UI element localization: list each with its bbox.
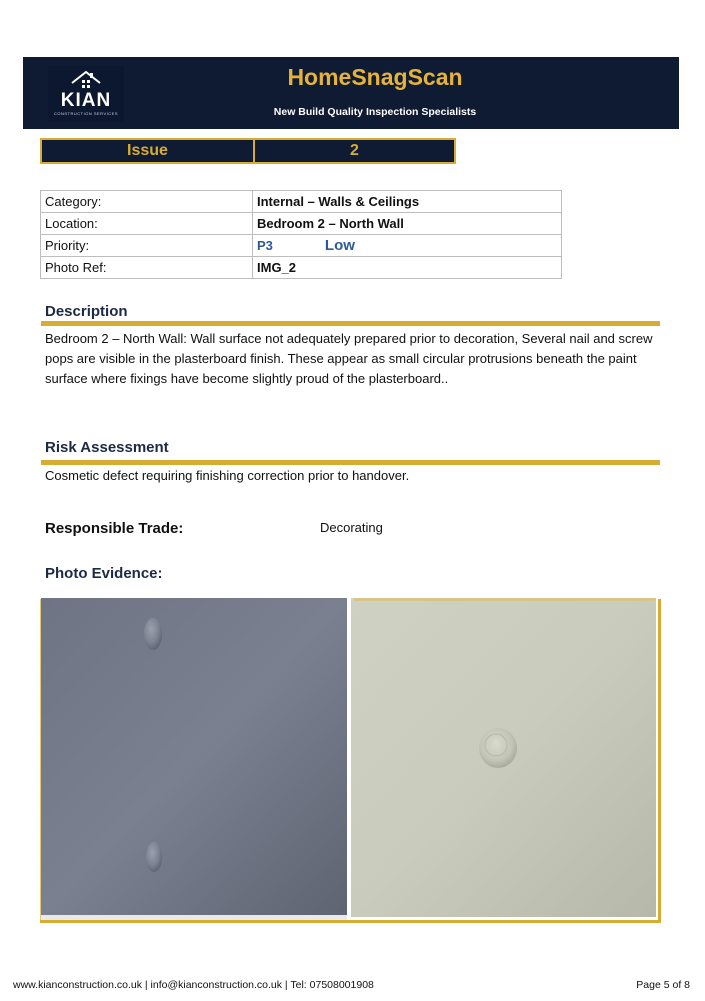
table-row: [41, 235, 562, 257]
logo-subtitle: CONSTRUCTION SERVICES: [54, 111, 118, 116]
photo-nail-pop-textured-wall: [351, 598, 656, 917]
issue-label: Issue: [127, 142, 168, 159]
footer-contact: www.kianconstruction.co.uk | info@kianconstruction.co.uk | Tel: 07508001908: [13, 979, 374, 991]
issue-number: 2: [350, 142, 359, 159]
category-value: Internal – Walls & Ceilings: [253, 191, 562, 213]
issue-bar: [40, 138, 456, 164]
priority-label: Priority:: [41, 235, 253, 257]
responsible-trade-label: Responsible Trade:: [45, 520, 184, 537]
location-value: Bedroom 2 – North Wall: [253, 213, 562, 235]
photo-ref-value: IMG_2: [253, 257, 562, 279]
category-label: Category:: [41, 191, 253, 213]
house-icon: [70, 70, 102, 92]
location-label: Location:: [41, 213, 253, 235]
risk-heading: Risk Assessment: [45, 439, 169, 456]
photo-ref-label: Photo Ref:: [41, 257, 253, 279]
description-text: Bedroom 2 – North Wall: Wall surface not adequately prepared prior to decoration, Several nail and screw pops are visible in the plasterboard finish. These appear as small circular protrusions beneath the paint surface where fixings have become slightly proud of the plasterboard..: [45, 331, 653, 386]
logo-name: KIAN: [60, 90, 112, 111]
photo-frame-right: [658, 599, 661, 923]
description-heading: Description: [45, 303, 128, 320]
issue-details-table: [40, 190, 562, 279]
photo-nail-pops-grey-wall: [41, 598, 347, 915]
description-divider: [41, 321, 660, 326]
priority-level: Low: [324, 237, 355, 254]
table-row: [41, 191, 562, 213]
photo-evidence-heading: Photo Evidence:: [45, 565, 163, 582]
brand-title: HomeSnagScan: [287, 64, 463, 90]
table-row: [41, 257, 562, 279]
photo-frame-bottom: [40, 920, 661, 923]
brand-tagline: New Build Quality Inspection Specialists: [273, 106, 477, 118]
page-number: Page 5 of 8: [636, 979, 690, 991]
responsible-trade-value: Decorating: [320, 520, 383, 535]
company-logo: [48, 66, 124, 122]
risk-divider: [41, 460, 660, 465]
risk-text: Cosmetic defect requiring finishing correction prior to handover.: [45, 468, 410, 483]
photo-2-top-edge: [354, 598, 656, 601]
priority-value: [253, 235, 562, 257]
table-row: [41, 213, 562, 235]
priority-code: P3: [257, 238, 273, 253]
